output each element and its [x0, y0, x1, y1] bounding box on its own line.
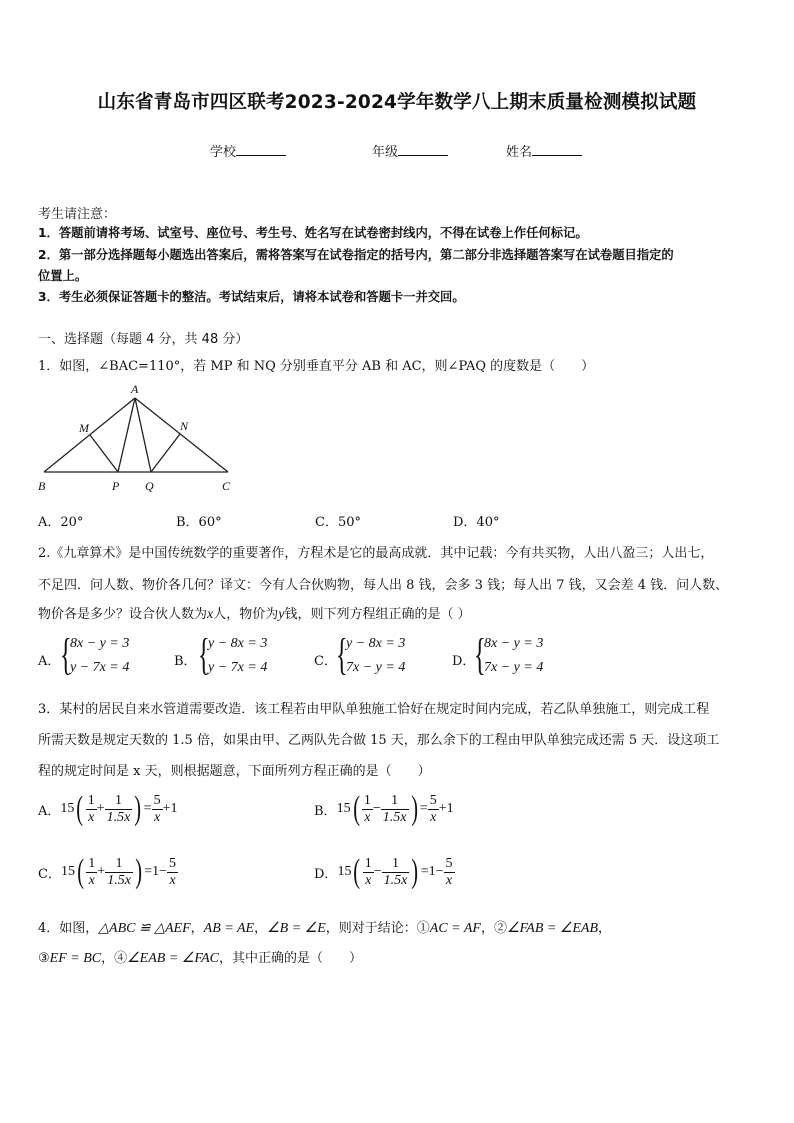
- label-q: Q: [145, 479, 154, 493]
- brace-icon: {: [198, 630, 210, 679]
- brace-icon: {: [474, 630, 486, 679]
- name-field: [506, 141, 582, 160]
- notice-heading: 考生请注意：: [38, 207, 117, 222]
- notice-item-2-cont: 位置上。: [38, 269, 88, 283]
- q3-option-c: C． 15 ( $\frac{1}{x}$ + $\frac{1}{1.5x}$ ) = 1− $\frac{5}{x}$: [38, 853, 177, 890]
- segment-ab: [44, 398, 135, 472]
- brace-icon: {: [336, 630, 348, 679]
- q1-triangle-figure: [34, 380, 234, 495]
- q3-line-2: 所需天数是规定天数的 1.5 倍，如果由甲、乙两队先合做 15 天，那么余下的工程由甲队单独完成还需 5 天．设这项工: [38, 733, 720, 748]
- name-blank: [532, 142, 582, 156]
- school-blank: [236, 142, 286, 156]
- label-p: P: [112, 479, 120, 493]
- q2-line-3: 物价各是多少？设合伙人数为x人，物价为y钱，则下列方程组正确的是（ ）: [38, 607, 471, 622]
- label-b: B: [38, 479, 46, 493]
- label-a: A: [131, 382, 139, 396]
- q1-option-d: D．40°: [453, 515, 500, 530]
- q4-line-2: ③EF = BC，④∠EAB = ∠FAC，其中正确的是（ ）: [38, 951, 362, 966]
- school-field: [210, 141, 286, 160]
- grade-label: 年级: [372, 145, 399, 160]
- school-label: 学校: [210, 145, 237, 160]
- q2-line-2: 不足四．问人数、物价各几何？译文：今有人合伙购物，每人出 8 钱，会多 3 钱；每人出 7 钱，又会差 4 钱．问人数、: [38, 578, 729, 593]
- label-n: N: [180, 419, 189, 433]
- q3-line-1: 3．某村的居民自来水管道需要改造．该工程若由甲队单独施工恰好在规定时间内完成，若乙队单独施工，则完成工程: [38, 702, 710, 717]
- q2-option-d: D． { 8x − y = 3 7x − y = 4: [452, 630, 544, 679]
- q1-option-b: B．60°: [176, 515, 222, 530]
- grade-field: [372, 141, 448, 160]
- q3-line-3: 程的规定时间是 x 天，则根据题意，下面所列方程正确的是（ ）: [38, 764, 431, 779]
- q1-stem: 1．如图，∠BAC=110°，若 MP 和 NQ 分别垂直平分 AB 和 AC，则∠PAQ 的度数是（ ）: [38, 359, 595, 374]
- name-label: 姓名: [506, 145, 533, 160]
- q3-option-b: B． 15 ( $\frac{1}{x}$ − $\frac{1}{1.5x}$ ) = $\frac{5}{x}$ +1: [314, 790, 454, 827]
- q3-option-a: A． 15 ( $\frac{1}{x}$ + $\frac{1}{1.5x}$ ) = $\frac{5}{x}$ +1: [38, 790, 178, 827]
- label-m: M: [79, 421, 89, 435]
- notice-item-2: 2．第一部分选择题每小题选出答案后，需将答案写在试卷指定的括号内，第二部分非选择题答案写在试卷题目指定的: [38, 248, 674, 262]
- section-heading: 一、选择题（每题 4 分，共 48 分）: [38, 332, 249, 347]
- page-title: 山东省青岛市四区联考2023-2024学年数学八上期末质量检测模拟试题: [97, 92, 697, 113]
- q3-option-d: D． 15 ( $\frac{1}{x}$ − $\frac{1}{1.5x}$ ) = 1− $\frac{5}{x}$: [314, 853, 453, 890]
- q4-line-1: 4．如图，△ABC ≌ △AEF，AB = AE，∠B = ∠E，则对于结论：①AC = AF，②∠FAB = ∠EAB，: [38, 921, 612, 936]
- q2-option-b: B． { y − 8x = 3 y − 7x = 4: [174, 630, 268, 679]
- notice-item-1: 1．答题前请将考场、试室号、座位号、考生号、姓名写在试卷密封线内，不得在试卷上作任何标记。: [38, 226, 588, 240]
- segment-mp: [90, 435, 118, 472]
- q1-option-c: C．50°: [315, 515, 361, 530]
- q2-option-a: A． { 8x − y = 3 y − 7x = 4: [38, 630, 130, 679]
- q2-option-c: C． { y − 8x = 3 7x − y = 4: [314, 630, 406, 679]
- q2-line-1: 2.《九章算术》是中国传统数学的重要著作，方程术是它的最高成就．其中记载：今有共买物，人出八盈三；人出七，: [38, 546, 714, 561]
- grade-blank: [398, 142, 448, 156]
- brace-icon: {: [60, 630, 72, 679]
- segment-nq: [151, 434, 180, 472]
- label-c: C: [222, 479, 231, 493]
- notice-item-3: 3．考生必须保证答题卡的整洁。考试结束后，请将本试卷和答题卡一并交回。: [38, 290, 465, 304]
- q1-option-a: A．20°: [38, 515, 84, 530]
